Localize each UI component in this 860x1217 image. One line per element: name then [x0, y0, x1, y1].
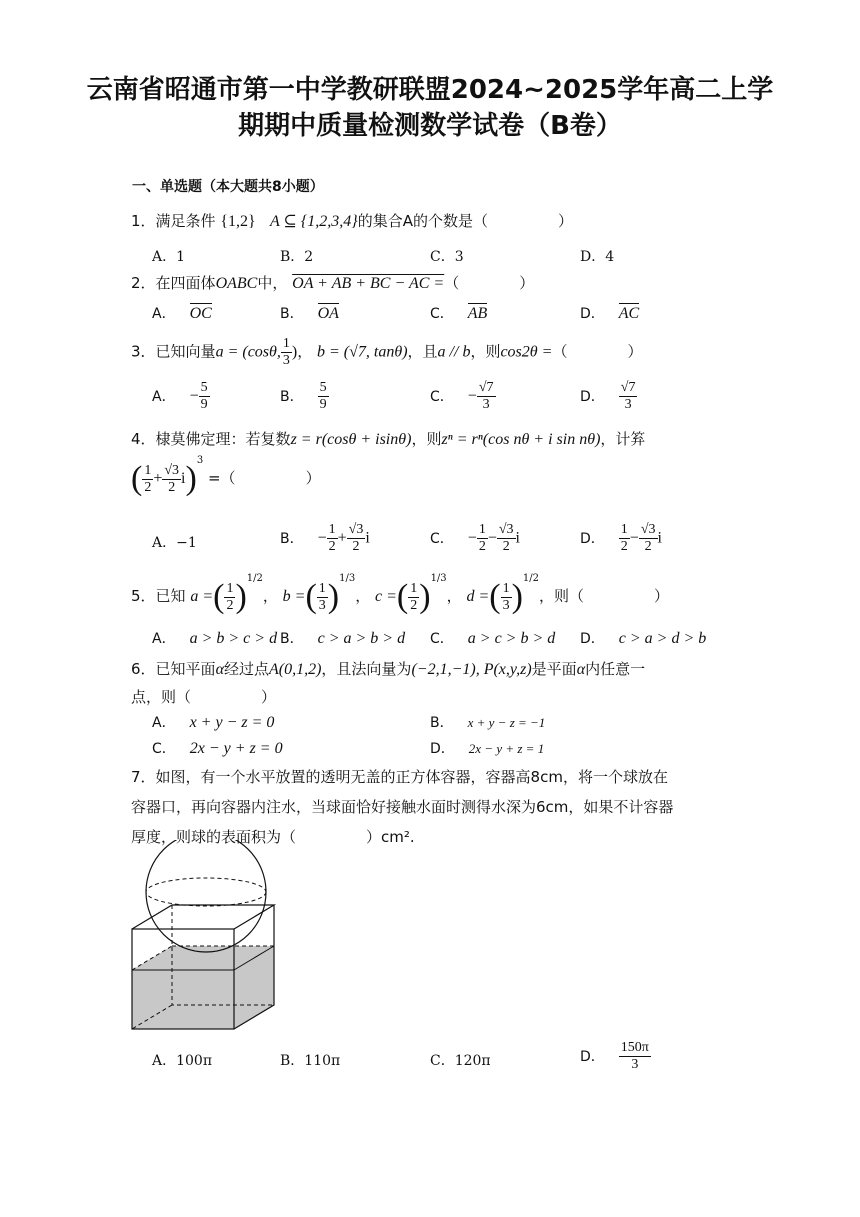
- q5-c-den: 2: [410, 597, 418, 613]
- q2-option-d-vector: AC: [618, 305, 640, 322]
- q4-option-d-frac2-den: 2: [644, 539, 652, 554]
- question-3: 3．已知向量a = (cosθ, $\frac{1}{3}$ )， b = (√7, tanθ)，且a // b，则cos2θ =（ ）: [131, 336, 643, 368]
- question-5: 5．已知 a =( $\frac{1}{2}$ )$^{1/2}$， b =( $\frac{1}{3}$ )$^{1/3}$， c =( $\frac{1}{2}$ )$^{1/3}$， d =( $\frac{1}{3}$ )$^{1/2}$，则（ ）: [131, 573, 670, 615]
- q3-option-a-label: A．: [152, 388, 176, 405]
- q5-b-exp: 1/3: [339, 573, 356, 584]
- q7-option-d-den: 3: [631, 1057, 639, 1072]
- q5-text-1: 已知: [155, 587, 186, 605]
- q3-option-b-frac: [318, 380, 329, 413]
- q4-option-d-frac2-num: √3: [640, 522, 656, 537]
- question-2: [131, 272, 534, 293]
- q7-option-d[interactable]: [580, 1040, 651, 1073]
- q3-option-c-frac: [477, 380, 496, 413]
- q3-text-2: ，且: [407, 342, 438, 361]
- q2-option-d-label: D．: [580, 306, 605, 322]
- page-title-line2: 期期中质量检测数学试卷（B卷）: [238, 111, 622, 141]
- q2-object: OABC: [215, 275, 258, 292]
- q1-text-1: 满足条件: [155, 212, 216, 230]
- q5-b-num: 1: [318, 580, 326, 596]
- q5-text-2: ，则（: [538, 587, 584, 605]
- q3-number: 3．: [131, 342, 156, 361]
- q4-option-b-frac2-den: 2: [352, 539, 360, 554]
- q6-alpha-2: α: [576, 661, 586, 678]
- q5-b-paren-close: ): [327, 578, 340, 615]
- q4-text-2: ，则: [411, 430, 442, 448]
- q3-fraction: [281, 336, 292, 369]
- q5-close: ）: [654, 587, 670, 605]
- q4-option-b-frac1-den: 2: [328, 539, 336, 554]
- q3-option-a[interactable]: [152, 380, 210, 413]
- q6-option-b[interactable]: [430, 712, 545, 732]
- q5-b-paren-open: (: [305, 578, 317, 615]
- q4-option-d-frac1-num: 1: [620, 522, 628, 537]
- q3-option-c-sign: −: [467, 387, 477, 405]
- q7-line3a: 厚度，则球的表面积为（: [131, 828, 297, 846]
- q1-number: 1．: [131, 212, 156, 230]
- question-1: [131, 210, 573, 231]
- q5-a-den: 2: [226, 597, 234, 613]
- q5-a-paren-close: ): [235, 578, 247, 615]
- q2-option-c-label: C．: [430, 306, 454, 322]
- q3-option-c-den: 3: [482, 397, 490, 412]
- q5-var-b: b =: [282, 588, 306, 605]
- q6-option-c-expr: 2x − y + z = 0: [189, 740, 283, 757]
- q4-i: i: [181, 470, 186, 487]
- q3-text-1: 已知向量: [155, 342, 216, 361]
- q4-option-c-frac2: [497, 522, 516, 555]
- q3-option-c[interactable]: [430, 380, 496, 413]
- q4-option-d-label: D．: [580, 530, 605, 547]
- q5-c-paren-open: (: [396, 578, 409, 615]
- q4-option-c-op: −: [487, 529, 497, 547]
- q5-option-d[interactable]: [580, 628, 706, 648]
- q3-option-b-label: B．: [280, 388, 304, 405]
- q2-option-b-vector: OA: [317, 305, 339, 322]
- q6-text-3: ，且法向量为: [321, 660, 412, 678]
- q4-option-c-label: C．: [430, 530, 454, 547]
- q5-b-den: 3: [318, 597, 326, 613]
- q6-option-a-expr: x + y − z = 0: [189, 714, 275, 731]
- q7-option-c[interactable]: C．120π: [430, 1053, 491, 1069]
- question-4: [131, 428, 645, 449]
- q6-option-a[interactable]: [152, 712, 274, 732]
- q1-option-a[interactable]: A．1: [152, 249, 186, 265]
- q3-option-a-num: 5: [200, 380, 208, 395]
- q6-option-d-expr: 2x − y + z = 1: [468, 741, 545, 756]
- q4-option-c-i: i: [515, 529, 520, 547]
- q3-text-3: ，则: [470, 342, 501, 361]
- q4-option-b-label: B．: [280, 530, 304, 547]
- q4-paren-close: ): [185, 460, 197, 497]
- cube-sphere-figure: [126, 840, 286, 1040]
- q5-c-num: 1: [410, 580, 418, 596]
- q4-root3-den: 2: [168, 479, 176, 495]
- q5-option-c[interactable]: [430, 628, 555, 648]
- q4-option-c[interactable]: [430, 522, 520, 555]
- q6-point: A(0,1,2): [268, 661, 322, 678]
- section-heading: 一、单选题（本大题共8小题）: [132, 179, 324, 195]
- q6-option-d-label: D．: [430, 741, 455, 757]
- q4-half-num: 1: [144, 462, 152, 478]
- q3-option-b[interactable]: [280, 380, 329, 413]
- q5-c-paren-close: ): [419, 578, 431, 615]
- q4-option-d-i: i: [657, 529, 662, 547]
- q6-option-a-label: A．: [152, 715, 176, 731]
- q4-close: ）: [305, 469, 321, 487]
- q3-frac-num: 1: [282, 336, 290, 351]
- q4-option-b-frac2-num: √3: [348, 522, 364, 537]
- q5-option-b-label: B．: [280, 631, 304, 647]
- q5-option-c-label: C．: [430, 631, 454, 647]
- q5-var-a: a =: [190, 588, 214, 605]
- q6-text-5: 内任意一: [585, 660, 646, 678]
- q7-option-b[interactable]: B．110π: [280, 1053, 341, 1069]
- page-title-line1: 云南省昭通市第一中学教研联盟2024~2025学年高二上学: [86, 75, 774, 105]
- q6-option-d[interactable]: [430, 738, 544, 758]
- q3-option-c-label: C．: [430, 388, 454, 405]
- q3-option-c-num: √7: [478, 380, 494, 395]
- q2-text-2: 中，: [257, 274, 288, 292]
- q6-option-c-label: C．: [152, 741, 176, 757]
- q5-a-num: 1: [226, 580, 234, 596]
- q3-frac-den: 3: [282, 353, 290, 368]
- q4-paren-open: (: [131, 460, 143, 497]
- q7-option-d-frac: [619, 1040, 651, 1073]
- question-6-line2: [131, 686, 276, 707]
- q4-option-c-frac1-num: 1: [478, 522, 486, 537]
- q5-d-num: 1: [502, 580, 510, 596]
- cube-top-edges: [132, 905, 274, 929]
- q4-half-den: 2: [144, 479, 152, 495]
- q5-number: 5．: [131, 587, 156, 605]
- q4-option-c-frac2-num: √3: [498, 522, 514, 537]
- q5-d-paren-open: (: [489, 578, 501, 615]
- q5-a-paren-open: (: [213, 578, 225, 615]
- q4-option-b-sign: −: [317, 529, 327, 547]
- q2-close: ）: [519, 274, 535, 292]
- q1-option-b[interactable]: B．2: [280, 249, 314, 265]
- question-7: [131, 762, 731, 852]
- q6-close: ）: [261, 688, 277, 706]
- q7-line3b: ）cm².: [366, 828, 415, 846]
- q7-line2: 容器口，再向容器内注水，当球面恰好接触水面时测得水深为6cm，如果不计容器: [131, 798, 674, 816]
- q3-vector-a: a = (cosθ,: [215, 343, 281, 361]
- q2-number: 2．: [131, 274, 156, 292]
- q5-option-a-label: A．: [152, 631, 176, 647]
- q4-option-d-op: −: [629, 529, 639, 547]
- q4-frac-half: [142, 463, 153, 496]
- q4-option-d-frac2: [639, 522, 658, 555]
- q6-normal: (−2,1,−1), P(x,y,z): [411, 661, 532, 678]
- q2-text-1: 在四面体: [155, 274, 216, 292]
- q6-text-1: 已知平面: [155, 660, 216, 678]
- q3-option-d-label: D．: [580, 388, 605, 405]
- q4-option-b-frac2: [347, 522, 366, 555]
- q1-text-2: 的集合A的个数是（: [357, 212, 488, 230]
- q5-d-exp: 1/2: [522, 573, 539, 584]
- q2-option-b-label: B．: [280, 306, 304, 322]
- q5-c-exp: 1/3: [430, 573, 447, 584]
- q5-d-den: 3: [502, 597, 510, 613]
- q4-option-d[interactable]: [580, 522, 662, 555]
- q6-option-b-label: B．: [430, 715, 454, 731]
- q4-frac-root3: [162, 463, 181, 496]
- q4-option-d-frac1: [619, 522, 630, 555]
- sphere-equator: [146, 878, 266, 906]
- q4-text-3: ，计笲: [600, 430, 646, 448]
- q1-option-d[interactable]: D．4: [580, 249, 615, 265]
- q5-d-paren-close: ): [511, 578, 523, 615]
- q1-close: ）: [557, 212, 573, 230]
- q2-option-b[interactable]: [280, 303, 339, 323]
- q4-option-c-frac1-den: 2: [478, 539, 486, 554]
- q2-expression: OA + AB + BC − AC =: [292, 275, 445, 292]
- q2-option-a-vector: OC: [189, 305, 212, 322]
- q3-option-a-frac: [199, 380, 210, 413]
- q2-text-3: （: [444, 274, 460, 292]
- q1-option-c[interactable]: C．3: [430, 249, 464, 265]
- q3-parallel: a // b: [437, 343, 471, 361]
- q4-option-b-i: i: [365, 529, 370, 547]
- q4-text-4: =（: [207, 469, 236, 487]
- q5-var-d: d =: [466, 588, 490, 605]
- q6-number: 6．: [131, 660, 156, 678]
- q6-alpha: α: [215, 661, 224, 678]
- q2-option-c[interactable]: [430, 303, 487, 323]
- q4-option-b-frac1-num: 1: [328, 522, 336, 537]
- q7-option-d-label: D．: [580, 1048, 605, 1065]
- sphere: [146, 840, 266, 952]
- q5-var-c: c =: [375, 588, 397, 605]
- q3-close: ）: [627, 342, 643, 361]
- q4-root3-num: √3: [164, 462, 180, 478]
- q1-set: {1,2}: [220, 213, 256, 230]
- q5-option-d-label: D．: [580, 631, 605, 647]
- q3-option-d-den: 3: [624, 397, 632, 412]
- q4-option-b-frac1: [327, 522, 338, 555]
- q7-option-d-num: 150π: [620, 1040, 649, 1055]
- q3-option-d-num: √7: [620, 380, 636, 395]
- q3-option-a-sign: −: [189, 387, 199, 405]
- q6-line2: 点，则（: [131, 688, 192, 706]
- q4-option-b[interactable]: [280, 522, 370, 555]
- q5-option-d-expr: c > a > d > b: [618, 630, 707, 647]
- q3-ask: cos2θ =: [500, 343, 553, 361]
- q3-option-d-frac: [619, 380, 638, 413]
- q6-text-2: 经过点: [223, 660, 269, 678]
- q5-option-b[interactable]: [280, 628, 405, 648]
- q5-d-frac: [501, 581, 512, 614]
- q4-option-c-frac1: [477, 522, 488, 555]
- q3-vector-b: b = (√7, tanθ): [316, 343, 408, 361]
- q5-b-frac: [317, 581, 328, 614]
- q2-option-c-vector: AB: [467, 305, 488, 322]
- q4-z: z = r(cosθ + isinθ): [290, 431, 412, 448]
- q6-option-b-expr: x + y − z = −1: [467, 715, 546, 730]
- q4-number: 4．: [131, 430, 156, 448]
- q4-zn: zⁿ = rⁿ(cos nθ + i sin nθ): [441, 431, 601, 448]
- q6-option-c[interactable]: [152, 738, 283, 758]
- q7-option-a[interactable]: A．100π: [152, 1053, 213, 1069]
- q6-text-4: 是平面: [531, 660, 577, 678]
- q3-a-close: ): [291, 343, 298, 361]
- q4-option-c-frac2-den: 2: [502, 539, 510, 554]
- q3-option-b-den: 9: [319, 397, 327, 412]
- question-6: [131, 658, 645, 679]
- q2-option-a[interactable]: [152, 303, 212, 323]
- q2-option-d[interactable]: [580, 303, 639, 323]
- q3-option-a-den: 9: [200, 397, 208, 412]
- q5-option-b-expr: c > a > b > d: [317, 630, 406, 647]
- q4-text-1: 棣莫佛定理：若复数: [155, 430, 291, 448]
- q5-option-a-expr: a > b > c > d: [189, 630, 278, 647]
- q4-power: 3: [196, 455, 204, 466]
- q3-option-d[interactable]: [580, 380, 637, 413]
- q5-option-a[interactable]: [152, 628, 277, 648]
- q7-line1: 7．如图，有一个水平放置的透明无盖的正方体容器，容器高8cm，将一个球放在: [131, 768, 668, 786]
- q4-option-c-sign: −: [467, 529, 477, 547]
- q4-expression: ( $\frac{1}{2}$ + $\frac{√3}{2}$ i)$^3$ =（ ）: [131, 455, 321, 497]
- q4-option-d-frac1-den: 2: [620, 539, 628, 554]
- q1-subset: A ⊆ {1,2,3,4}: [270, 213, 358, 230]
- q2-option-a-label: A．: [152, 306, 176, 322]
- q3-option-b-num: 5: [319, 380, 327, 395]
- q4-option-b-op: +: [337, 529, 347, 547]
- q5-a-frac: [224, 581, 235, 614]
- q5-c-frac: [408, 581, 419, 614]
- q3-text-4: （: [552, 342, 568, 361]
- q5-a-exp: 1/2: [246, 573, 263, 584]
- q5-option-c-expr: a > c > b > d: [467, 630, 556, 647]
- q4-option-a[interactable]: A．−1: [152, 535, 197, 551]
